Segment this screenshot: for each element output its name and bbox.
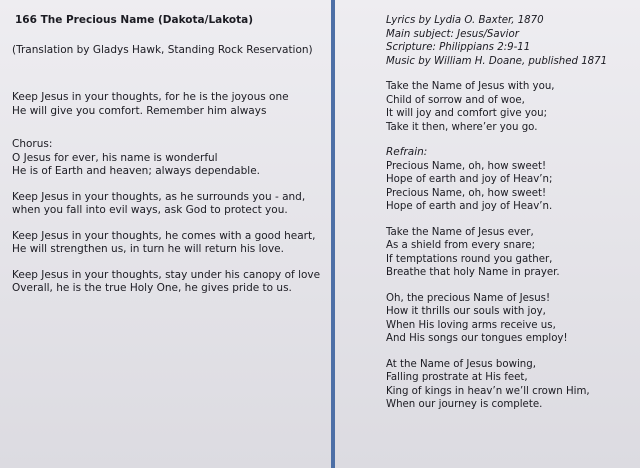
- verse-line: He will give you comfort. Remember him always: [12, 104, 267, 117]
- verse-line: Take it then, where’er you go.: [386, 121, 538, 133]
- right-verse-4: [386, 358, 636, 412]
- verse-line: Oh, the precious Name of Jesus!: [386, 292, 551, 304]
- refrain-line: Precious Name, oh, how sweet!: [386, 160, 547, 172]
- verse-line: Take the Name of Jesus with you,: [386, 81, 555, 92]
- verse-line: When our journey is complete.: [386, 399, 543, 410]
- verse-line: When His loving arms receive us,: [386, 319, 556, 331]
- lyrics-credit: Lyrics by Lydia O. Baxter, 1870: [386, 15, 544, 26]
- left-verse-1: [12, 91, 324, 118]
- left-chorus: [12, 138, 324, 179]
- verse-line: Take the Name of Jesus ever,: [386, 226, 534, 238]
- right-verse-3: [386, 292, 636, 346]
- verse-line: Child of sorrow and of woe,: [386, 94, 525, 106]
- main-subject: Main subject: Jesus/Savior: [386, 28, 519, 40]
- left-verse-3: [12, 230, 324, 257]
- verse-line: Keep Jesus in your thoughts, as he surrounds you - and,: [12, 190, 306, 203]
- left-verse-2: [12, 191, 324, 218]
- scripture-reference: Scripture: Philippians 2:9-11: [386, 42, 531, 53]
- refrain-line: Hope of earth and joy of Heav’n.: [386, 201, 553, 212]
- right-verse-2: [386, 226, 636, 280]
- english-lyrics-column: [386, 14, 636, 424]
- right-verse-1: [386, 80, 636, 134]
- refrain-line: Hope of earth and joy of Heav’n;: [386, 174, 553, 185]
- verse-line: If temptations round you gather,: [386, 253, 553, 265]
- verse-line: Breathe that holy Name in prayer.: [386, 267, 560, 278]
- refrain-line: Precious Name, oh, how sweet!: [386, 187, 547, 199]
- verse-line: Keep Jesus in your thoughts, he comes with a good heart,: [12, 229, 316, 242]
- verse-line: As a shield from every snare;: [386, 240, 536, 251]
- dakota-translation-column: [12, 14, 324, 308]
- verse-line: King of kings in heav’n we’ll crown Him,: [386, 385, 590, 397]
- hymn-title: 166 The Precious Name (Dakota/Lakota): [15, 14, 254, 26]
- verse-line: At the Name of Jesus bowing,: [386, 358, 536, 370]
- verse-line: How it thrills our souls with joy,: [386, 306, 546, 317]
- column-divider: [331, 0, 335, 468]
- verse-line: It will joy and comfort give you;: [386, 108, 548, 119]
- translation-credit: (Translation by Gladys Hawk, Standing Rock Reservation): [12, 43, 313, 56]
- chorus-line: O Jesus for ever, his name is wonderful: [12, 151, 218, 164]
- verse-line: And His songs our tongues employ!: [386, 333, 568, 344]
- hymn-metadata: [386, 14, 636, 68]
- chorus-label: Chorus:: [12, 138, 53, 150]
- verse-line: Overall, he is the true Holy One, he gives pride to us.: [12, 282, 292, 294]
- verse-line: He will strengthen us, in turn he will return his love.: [12, 243, 284, 255]
- verse-line: Falling prostrate at His feet,: [386, 372, 528, 383]
- verse-line: Keep Jesus in your thoughts, stay under his canopy of love: [12, 268, 321, 281]
- left-verse-4: [12, 269, 324, 296]
- music-credit: Music by William H. Doane, published 1871: [386, 55, 608, 67]
- chorus-line: He is of Earth and heaven; always dependable.: [12, 165, 260, 177]
- right-refrain: [386, 146, 636, 214]
- verse-line: when you fall into evil ways, ask God to protect you.: [12, 204, 288, 216]
- refrain-label: Refrain:: [386, 146, 428, 158]
- verse-line: Keep Jesus in your thoughts, for he is the joyous one: [12, 91, 289, 103]
